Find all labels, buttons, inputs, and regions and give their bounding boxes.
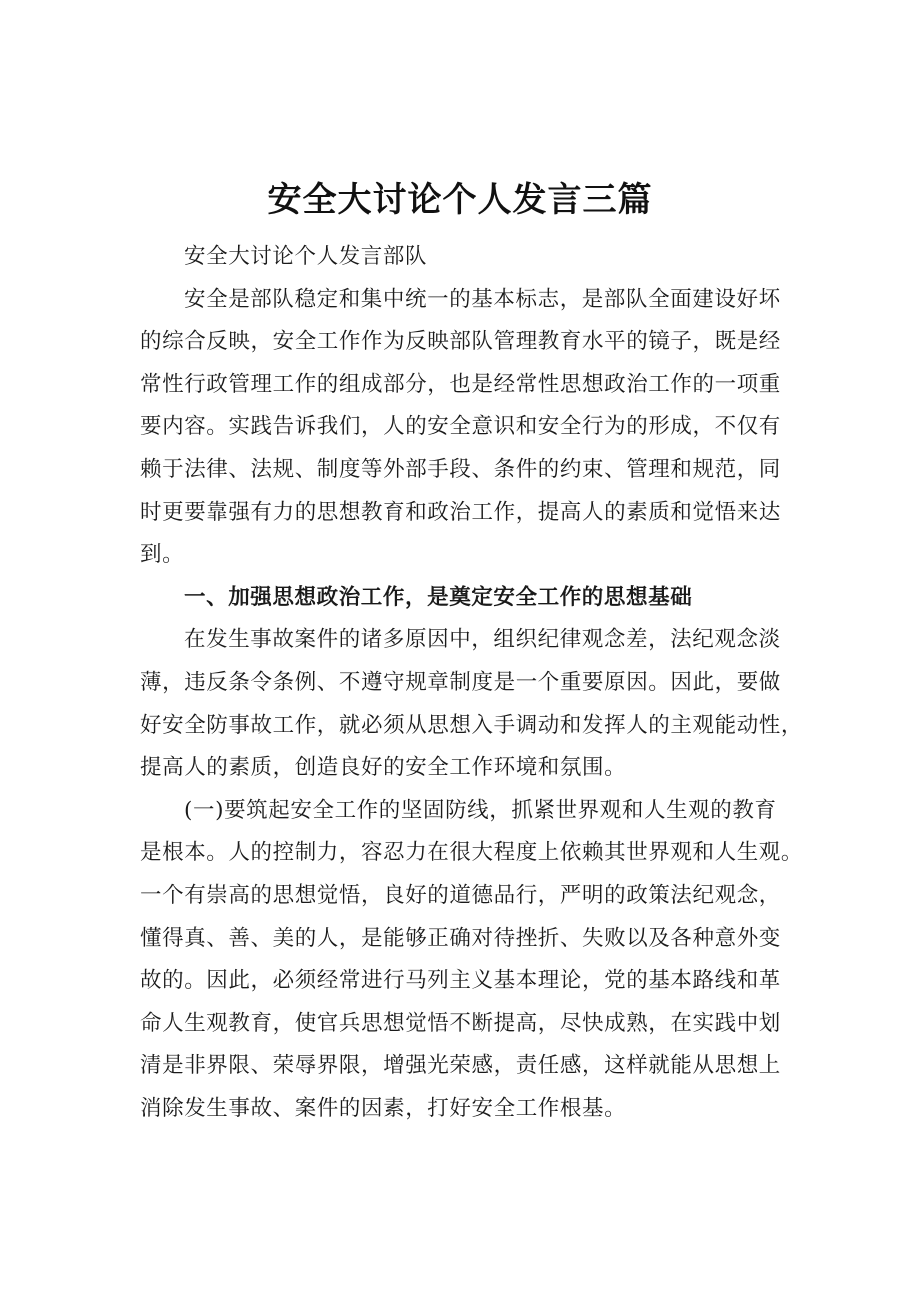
paragraph-line: 的综合反映，安全工作作为反映部队管理教育水平的镜子，既是经 bbox=[140, 329, 781, 355]
paragraph-line: 常性行政管理工作的组成部分，也是经常性思想政治工作的一项重 bbox=[140, 371, 781, 397]
paragraph-line: 在发生事故案件的诸多原因中，组织纪律观念差，法纪观念淡 bbox=[184, 627, 781, 653]
paragraph-line: 薄，违反条令条例、不遵守规章制度是一个重要原因。因此，要做 bbox=[140, 669, 781, 695]
paragraph-line: 要内容。实践告诉我们，人的安全意识和安全行为的形成，不仅有 bbox=[140, 414, 781, 440]
document-body bbox=[140, 236, 806, 1130]
paragraph-line: 懂得真、善、美的人，是能够正确对待挫折、失败以及各种意外变 bbox=[140, 925, 781, 951]
paragraph-line: 安全大讨论个人发言部队 bbox=[184, 244, 428, 269]
paragraph-line: 提高人的素质，创造良好的安全工作环境和氛围。 bbox=[140, 755, 627, 781]
paragraph-line: 一个有崇高的思想觉悟，良好的道德品行，严明的政策法纪观念， bbox=[140, 882, 781, 908]
paragraph-line: 是根本。人的控制力，容忍力在很大程度上依赖其世界观和人生观。 bbox=[140, 840, 804, 866]
paragraph-line: 命人生观教育，使官兵思想觉悟不断提高，尽快成熟，在实践中划 bbox=[140, 1010, 781, 1036]
paragraph-line: 好安全防事故工作，就必须从思想入手调动和发挥人的主观能动性， bbox=[140, 712, 804, 738]
paragraph-line: 安全是部队稳定和集中统一的基本标志，是部队全面建设好坏 bbox=[184, 286, 781, 312]
paragraph-line: 故的。因此，必须经常进行马列主义基本理论，党的基本路线和革 bbox=[140, 968, 781, 994]
section-heading-line: 一、加强思想政治工作，是奠定安全工作的思想基础 bbox=[184, 584, 693, 610]
paragraph-line: (一)要筑起安全工作的坚固防线，抓紧世界观和人生观的教育 bbox=[184, 797, 777, 823]
paragraph-line: 时更要靠强有力的思想教育和政治工作，提高人的素质和觉悟来达 bbox=[140, 499, 781, 525]
paragraph-line: 到。 bbox=[140, 542, 185, 568]
paragraph-line: 消除发生事故、案件的因素，打好安全工作根基。 bbox=[140, 1095, 627, 1121]
paragraph-line: 清是非界限、荣辱界限，增强光荣感，责任感，这样就能从思想上 bbox=[140, 1053, 781, 1079]
paragraph-line: 赖于法律、法规、制度等外部手段、条件的约束、管理和规范，同 bbox=[140, 456, 781, 482]
document-title: 安全大讨论个人发言三篇 bbox=[267, 180, 653, 220]
